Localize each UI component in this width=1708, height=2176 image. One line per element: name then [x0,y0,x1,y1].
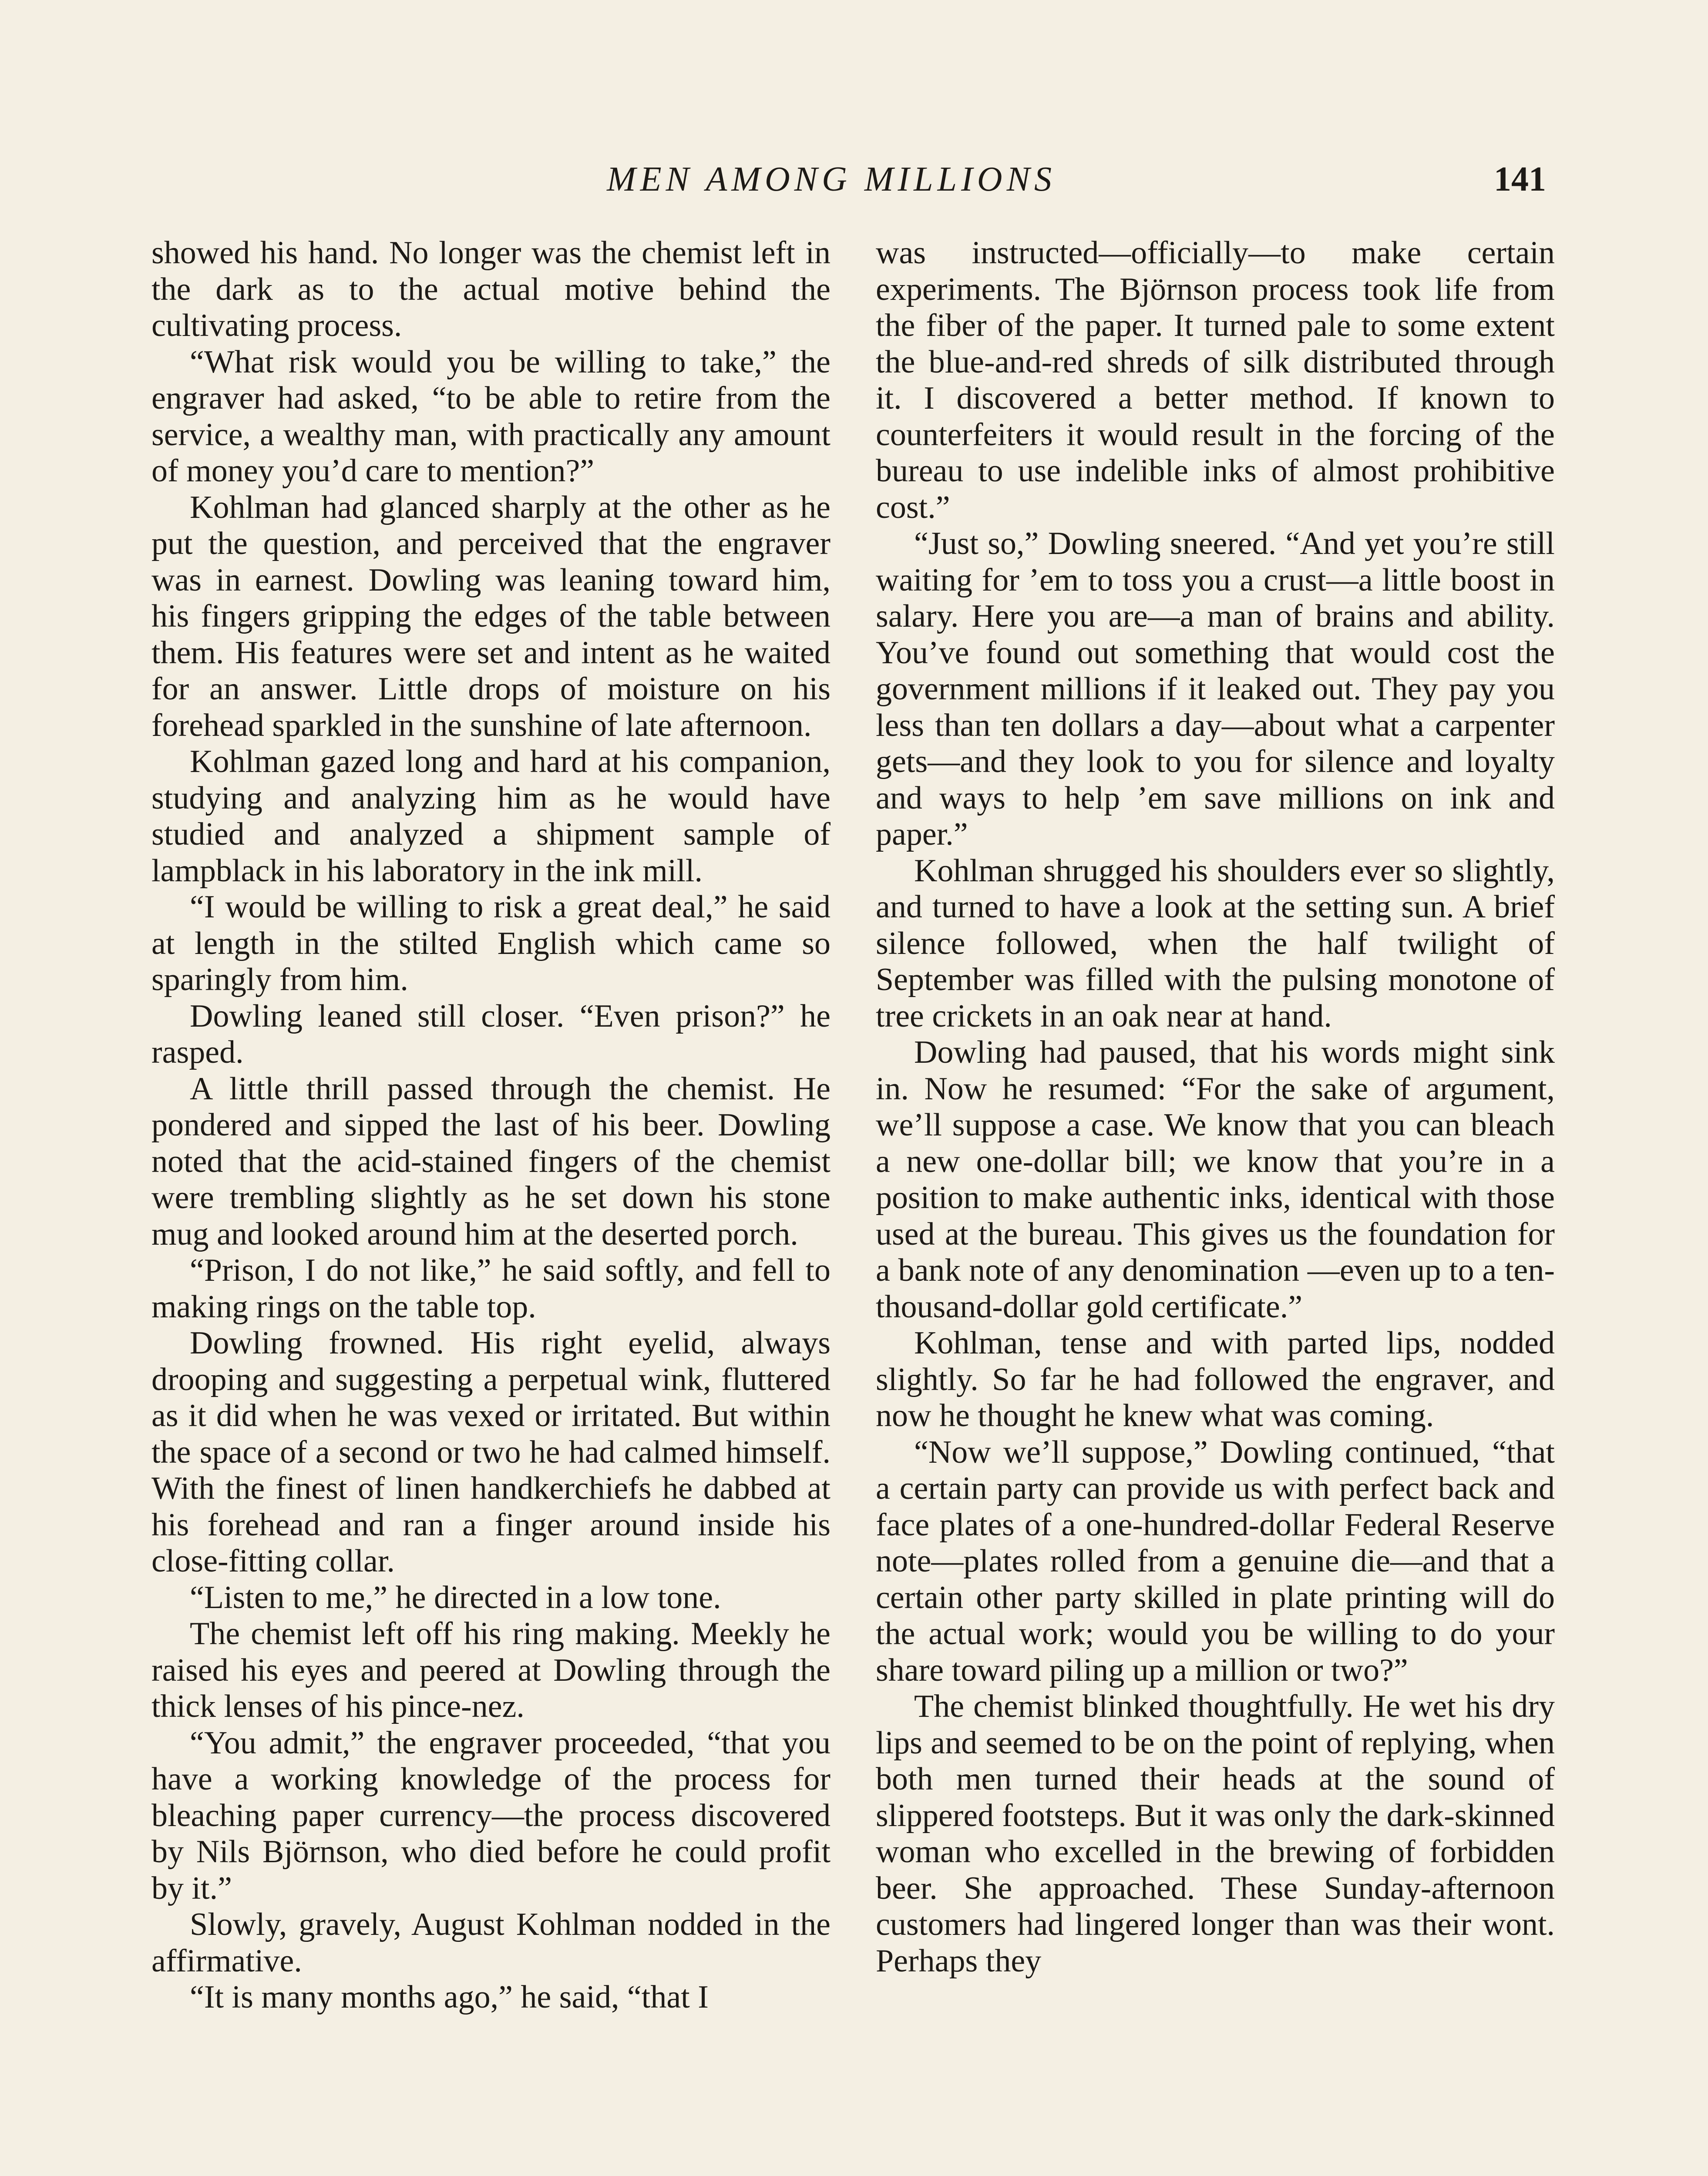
paragraph: “You admit,” the engraver proceeded, “that you have a working knowledge of the process for bleaching paper currency—the process discovered by Nils Björnson, who died before he could profit by it.” [151,1725,830,1906]
paragraph: “Listen to me,” he directed in a low tone. [190,1579,721,1615]
paragraph: “What risk would you be willing to take,” the engraver had asked, “to be able to retire from the service, a wealthy man, with practically any amount of money you’d care to mention?” [151,344,830,489]
left-column [151,235,830,2016]
paragraph: Dowling leaned still closer. “Even prison?” he rasped. [151,998,830,1070]
paragraph: showed his hand. No longer was the chemist left in the dark as to the actual motive behind the cultivating process. [151,235,830,343]
paragraph: Kohlman gazed long and hard at his companion, studying and analyzing him as he would have studied and analyzed a shipment sample of lampblack in his laboratory in the ink mill. [151,744,830,889]
paragraph: “Now we’ll suppose,” Dowling continued, “that a certain party can provide us with perfect back and face plates of a one-hundred-dollar Federal Reserve note—plates rolled from a genuine die—and that a certain other party skilled in plate printing will do the actual work; would you be willing to do your share toward piling up a million or two?” [876,1434,1555,1688]
paragraph: Dowling had paused, that his words might sink in. Now he resumed: “For the sake of argument, we’ll suppose a case. We know that you can bleach a new one-dollar bill; we know that you’re in a position to make authentic inks, identical with those used at the bureau. This gives us the foundation for a bank note of any denomination —even up to a ten-thousand-dollar gold certificate.” [876,1034,1555,1325]
paragraph: Kohlman, tense and with parted lips, nodded slightly. So far he had followed the engraver, and now he thought he knew what was coming. [876,1325,1555,1434]
paragraph: was instructed—officially—to make certain experiments. The Björnson process took life from the fiber of the paper. It turned pale to some extent the blue-and-red shreds of silk distributed through it. I discovered a better method. If known to counterfeiters it would result in the forcing of the bureau to use indelible inks of almost prohibitive cost.” [876,235,1555,525]
paragraph: The chemist blinked thoughtfully. He wet his dry lips and seemed to be on the point of replying, when both men turned their heads at the sound of slippered footsteps. But it was only the dark-skinned woman who excelled in the brewing of forbidden beer. She approached. These Sunday-afternoon customers had lingered longer than was their wont. Perhaps they [876,1689,1555,1979]
paragraph: “Just so,” Dowling sneered. “And yet you’re still waiting for ’em to toss you a crust—a little boost in salary. Here you are—a man of brains and ability. You’ve found out something that would cost the government millions if it leaked out. They pay you less than ten dollars a day—about what a carpenter gets—and they look to you for silence and loyalty and ways to help ’em save millions on ink and paper.” [876,526,1555,852]
paragraph: “I would be willing to risk a great deal,” he said at length in the stilted English which came so sparingly from him. [151,889,830,997]
paragraph: The chemist left off his ring making. Meekly he raised his eyes and peered at Dowling through the thick lenses of his pince-nez. [151,1616,830,1724]
paragraph: “Prison, I do not like,” he said softly, and fell to making rings on the table top. [151,1253,830,1325]
running-header: MEN AMONG MILLIONS [607,160,1056,198]
paragraph: Dowling frowned. His right eyelid, always drooping and suggesting a perpetual wink, fluttered as it did when he was vexed or irritated. But within the space of a second or two he had calmed himself. With the finest of linen handkerchiefs he dabbed at his forehead and ran a finger around inside his close-fitting collar. [151,1325,830,1579]
paragraph: “It is many months ago,” he said, “that I [190,1979,709,2015]
paragraph: Slowly, gravely, August Kohlman nodded in the affirmative. [151,1907,830,1979]
right-column [876,235,1555,1979]
page-number: 141 [1494,160,1546,198]
paragraph: A little thrill passed through the chemist. He pondered and sipped the last of his beer. Dowling noted that the acid-stained fingers of the chemist were trembling slightly as he set down his stone mug and looked around him at the deserted porch. [151,1071,830,1252]
paragraph: Kohlman shrugged his shoulders ever so slightly, and turned to have a look at the setting sun. A brief silence followed, when the half twilight of September was filled with the pulsing monotone of tree crickets in an oak near at hand. [876,853,1555,1034]
paragraph: Kohlman had glanced sharply at the other as he put the question, and perceived that the engraver was in earnest. Dowling was leaning toward him, his fingers gripping the edges of the table between them. His features were set and intent as he waited for an answer. Little drops of moisture on his forehead sparkled in the sunshine of late afternoon. [151,489,830,743]
